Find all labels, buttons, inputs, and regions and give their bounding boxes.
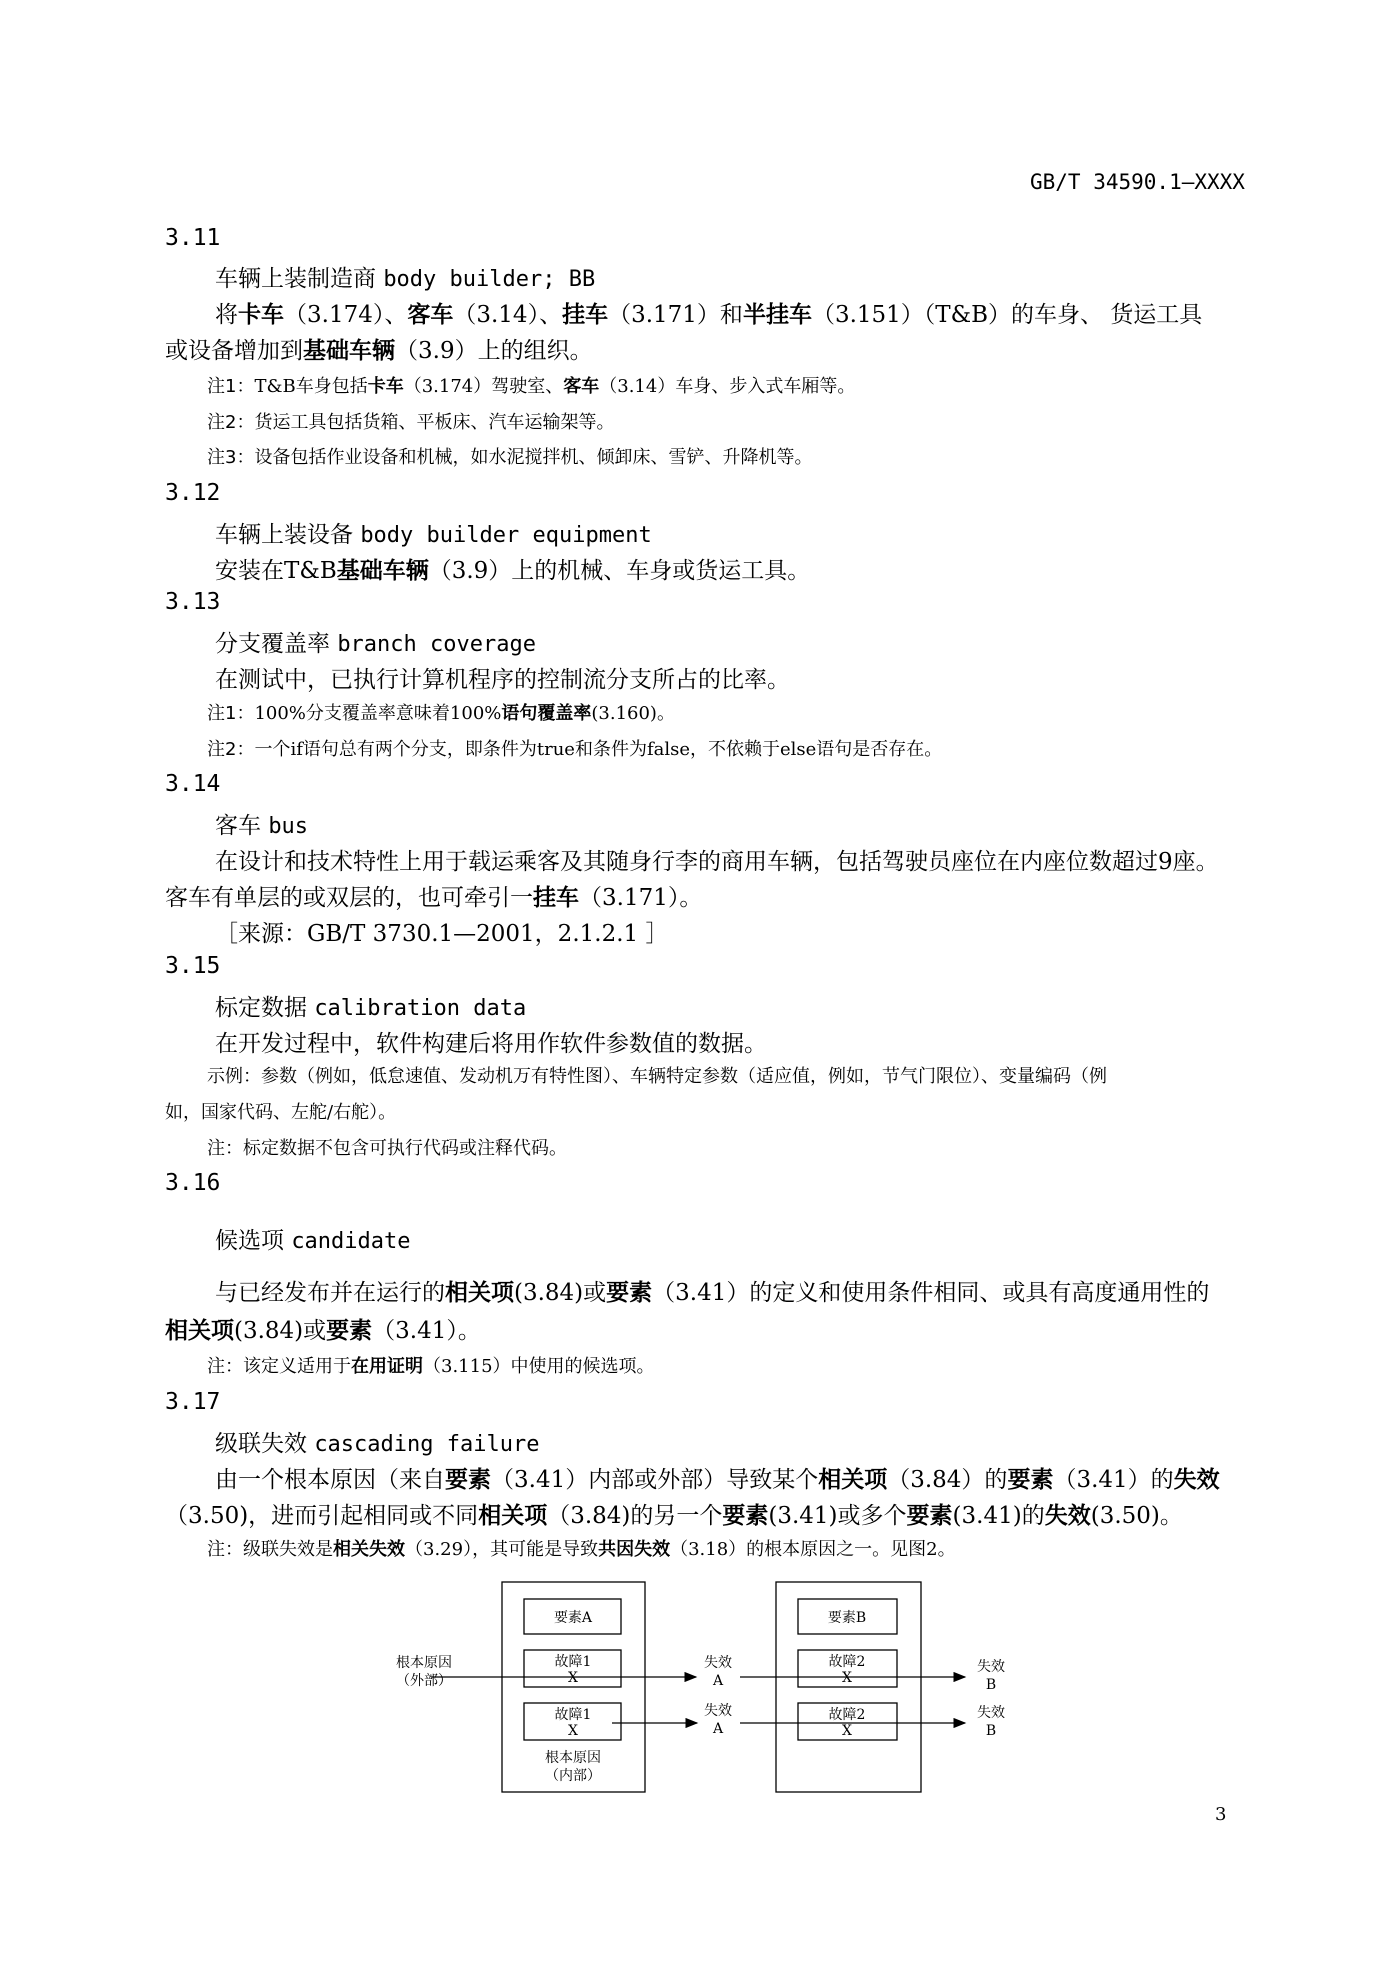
term-heading: 级联失效 cascading failure: [215, 1431, 540, 1457]
entry-number: 3.14: [165, 771, 221, 797]
note: 注：级联失效是相关失效（3.29），其可能是导致共因失效（3.18）的根本原因之一。见图2。: [207, 1539, 956, 1560]
example: 如，国家代码、左舵/右舵）。: [165, 1102, 397, 1123]
term-heading: 标定数据 calibration data: [215, 995, 527, 1021]
label-x: X: [842, 1670, 852, 1686]
label-external: （外部）: [396, 1673, 452, 1689]
term-heading: 车辆上装设备 body builder equipment: [215, 522, 652, 548]
definition-line: 在开发过程中，软件构建后将用作软件参数值的数据。: [215, 1031, 767, 1057]
definition-line: 与已经发布并在运行的相关项(3.84)或要素（3.41）的定义和使用条件相同、或具有高度通用性的: [215, 1280, 1210, 1306]
definition-line: 在测试中，已执行计算机程序的控制流分支所占的比率。: [215, 667, 790, 693]
label-x: X: [842, 1723, 852, 1739]
label-failure: 失效: [704, 1703, 732, 1719]
definition-line: 或设备增加到基础车辆（3.9）上的组织。: [165, 338, 593, 364]
label-failure: 失效: [704, 1655, 732, 1671]
definition-line: 相关项(3.84)或要素（3.41）。: [165, 1318, 481, 1344]
term-heading: 分支覆盖率 branch coverage: [215, 631, 536, 657]
term-heading: 客车 bus: [215, 813, 309, 839]
label-root-cause: 根本原因: [545, 1750, 601, 1766]
entry-number: 3.13: [165, 589, 221, 615]
definition-line: （3.50)，进而引起相同或不同相关项（3.84)的另一个要素(3.41)或多个要素(3.41)的失效(3.50)。: [165, 1503, 1183, 1529]
note: 注3：设备包括作业设备和机械，如水泥搅拌机、倾卸床、雪铲、升降机等。: [207, 447, 813, 468]
label-a: A: [712, 1673, 724, 1689]
label-x: X: [568, 1723, 578, 1739]
page-number: 3: [1215, 1804, 1227, 1825]
entry-number: 3.16: [165, 1170, 221, 1196]
note: 注1：T&B车身包括卡车（3.174）驾驶室、客车（3.14）车身、步入式车厢等。: [207, 376, 856, 397]
label-fault-2: 故障2: [828, 1707, 866, 1723]
entry-number: 3.11: [165, 225, 221, 251]
note: 注2：一个if语句总有两个分支，即条件为true和条件为false，不依赖于else语句是否存在。: [207, 739, 943, 760]
example: 示例：参数（例如，低怠速值、发动机万有特性图）、车辆特定参数（适应值，例如，节气门限位）、变量编码（例: [207, 1066, 1107, 1087]
note: 注：标定数据不包含可执行代码或注释代码。: [207, 1138, 567, 1159]
label-internal: （内部）: [545, 1768, 601, 1784]
entry-number: 3.17: [165, 1389, 221, 1415]
term-heading: 车辆上装制造商 body builder; BB: [215, 266, 596, 292]
definition-line: 由一个根本原因（来自要素（3.41）内部或外部）导致某个相关项（3.84）的要素（3.41）的失效: [215, 1467, 1220, 1493]
source-citation: ［来源：GB/T 3730.1—2001，2.1.2.1 ］: [215, 921, 669, 947]
note: 注2：货运工具包括货箱、平板床、汽车运输架等。: [207, 412, 615, 433]
note: 注1：100%分支覆盖率意味着100%语句覆盖率(3.160)。: [207, 703, 675, 724]
label-failure: 失效: [977, 1659, 1005, 1675]
definition-line: 安装在T&B基础车辆（3.9）上的机械、车身或货运工具。: [215, 558, 811, 584]
label-fault-1: 故障1: [554, 1654, 592, 1670]
label-element-a: 要素A: [553, 1610, 593, 1626]
label-fault-2: 故障2: [828, 1654, 866, 1670]
label-element-b: 要素B: [827, 1610, 867, 1626]
label-x: X: [568, 1670, 578, 1686]
term-heading: 候选项 candidate: [215, 1228, 411, 1254]
label-a: A: [712, 1721, 724, 1737]
definition-line: 在设计和技术特性上用于载运乘客及其随身行李的商用车辆，包括驾驶员座位在内座位数超过9座。: [215, 849, 1219, 875]
label-b: B: [985, 1723, 997, 1739]
label-b: B: [985, 1677, 997, 1693]
entry-number: 3.12: [165, 480, 221, 506]
definition-line: 将卡车（3.174）、客车（3.14）、挂车（3.171）和半挂车（3.151）（T&B）的车身、 货运工具: [215, 302, 1203, 328]
label-failure: 失效: [977, 1705, 1005, 1721]
entry-number: 3.15: [165, 953, 221, 979]
definition-line: 客车有单层的或双层的，也可牵引一挂车（3.171）。: [165, 885, 703, 911]
document-code: GB/T 34590.1—XXXX: [1030, 170, 1245, 194]
note: 注：该定义适用于在用证明（3.115）中使用的候选项。: [207, 1356, 655, 1377]
label-root-cause: 根本原因: [396, 1655, 452, 1671]
label-fault-1: 故障1: [554, 1707, 592, 1723]
